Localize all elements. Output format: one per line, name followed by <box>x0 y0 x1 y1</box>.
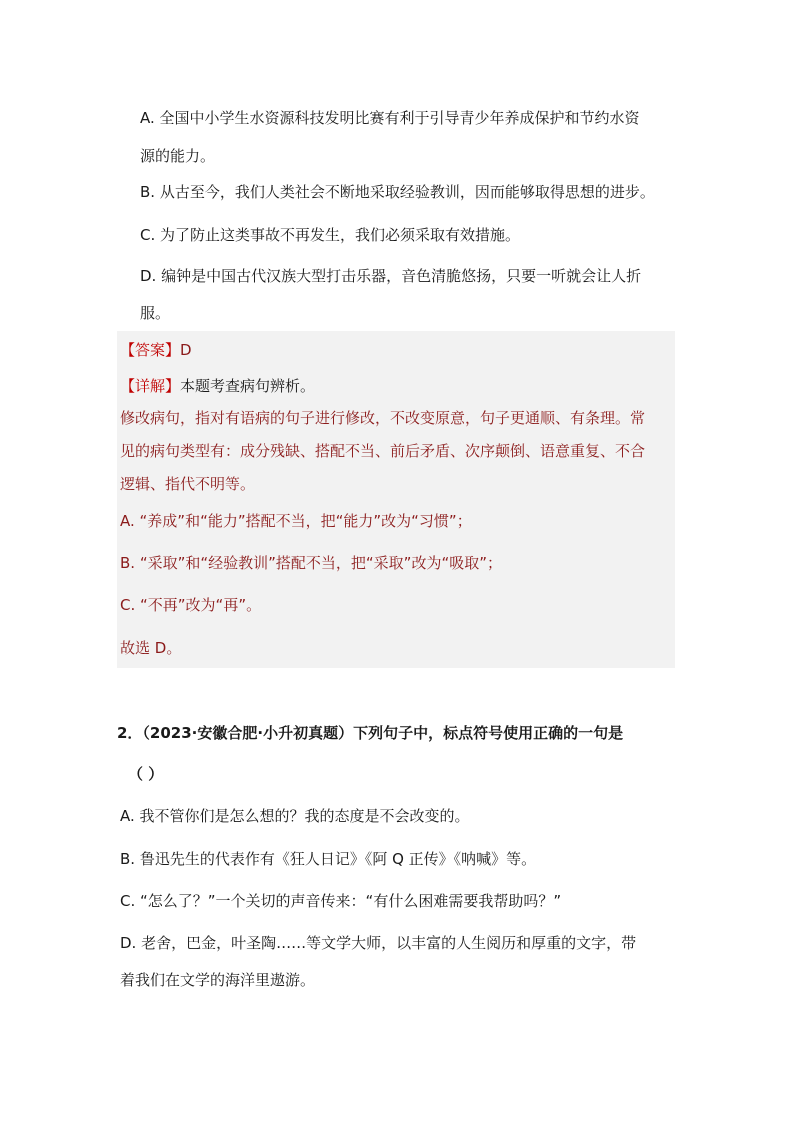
q1-option-b: B. 从古至今，我们人类社会不断地采取经验教训，因而能够取得思想的进步。 <box>140 183 655 201</box>
explain-line-2: 见的病句类型有：成分残缺、搭配不当、前后矛盾、次序颠倒、语意重复、不合 <box>120 442 646 460</box>
detail-tag: 【详解】 <box>120 377 181 395</box>
explain-line-3: 逻辑、指代不明等。 <box>120 475 256 493</box>
fix-a: A. “养成”和“能力”搭配不当，把“能力”改为“习惯”； <box>120 512 472 530</box>
choice-line: 故选 D。 <box>120 639 182 657</box>
answer-tag: 【答案】 <box>120 341 181 359</box>
explain-line-1: 修改病句，指对有语病的句子进行修改，不改变原意，句子更通顺、有条理。常 <box>120 409 646 427</box>
q2-option-d-line1: D. 老舍，巴金，叶圣陶……等文学大师，以丰富的人生阅历和厚重的文字，带 <box>120 934 637 952</box>
q2-stem-line1: 2．（2023·安徽合肥·小升初真题）下列句子中，标点符号使用正确的一句是 <box>117 724 624 742</box>
fix-b: B. “采取”和“经验教训”搭配不当，把“采取”改为“吸取”； <box>120 554 502 572</box>
q1-option-d-line1: D. 编钟是中国古代汉族大型打击乐器，音色清脆悠扬，只要一听就会让人折 <box>140 267 642 285</box>
detail-line <box>120 376 315 396</box>
q1-option-a-line1: A. 全国中小学生水资源科技发明比赛有利于引导青少年养成保护和节约水资 <box>140 109 640 127</box>
q2-option-c: C. “怎么了？”一个关切的声音传来：“有什么困难需要我帮助吗？” <box>120 892 562 910</box>
answer-value: D <box>180 341 192 359</box>
q2-option-b: B. 鲁迅先生的代表作有《狂人日记》《阿 Q 正传》《呐喊》等。 <box>120 850 537 868</box>
q2-stem-line2: （ ） <box>128 765 164 783</box>
q1-option-a-line2: 源的能力。 <box>140 147 216 165</box>
q2-option-d-line2: 着我们在文学的海洋里遨游。 <box>120 971 316 989</box>
fix-c: C. “不再”改为“再”。 <box>120 596 262 614</box>
q1-option-d-line2: 服。 <box>140 304 171 322</box>
q2-option-a: A. 我不管你们是怎么想的？我的态度是不会改变的。 <box>120 807 470 825</box>
detail-intro: 本题考查病句辨析。 <box>180 377 316 395</box>
q1-option-c: C. 为了防止这类事故不再发生，我们必须采取有效措施。 <box>140 226 521 244</box>
answer-line <box>120 340 192 360</box>
